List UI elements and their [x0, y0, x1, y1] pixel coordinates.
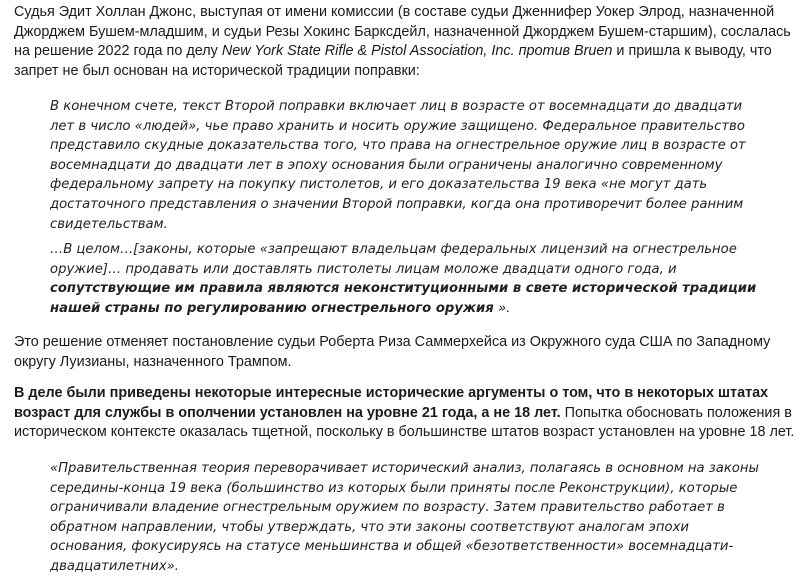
text-line: историческом контексте оказалась тщетной, поскольку в большинстве штатов возраст установлен на уровне 18 лет.: [14, 424, 795, 441]
quote-line: ограничивали владение огнестрельным оружием по возрасту. Затем правительство работает в: [50, 500, 725, 516]
paragraph-historical-arguments: [14, 384, 795, 443]
text-fragment: Попытка обосновать положения в: [560, 404, 792, 421]
text-line: Судья Эдит Холлан Джонс, выступая от имени комиссии (в составе судьи Дженнифер Уокер Элрод, назначенной: [14, 4, 775, 20]
paragraph-reversal: [14, 333, 784, 372]
quote-line: представило скудные доказательства того, что права на огнестрельное оружие лиц в возрасте от: [50, 138, 746, 154]
quote-line: основания, фокусируясь на статусе меньшинства и общей «безответственности» восемнадцати-: [50, 539, 734, 555]
text-line: [14, 42, 790, 62]
quote-line: «Правительственная теория переворачивает исторический анализ, полагаясь в основном на законы: [50, 461, 759, 476]
case-name-link[interactable]: New York State Rifle & Pistol Association, Inc. против Bruen: [221, 43, 613, 60]
quote-line: [50, 299, 780, 319]
quote-line: двадцатилетних».: [50, 558, 179, 574]
blockquote-government-theory: [50, 459, 780, 577]
text-line: округу Луизианы, назначенного Трампом.: [14, 353, 292, 370]
text-fragment: на решение 2022 года по делу: [14, 43, 222, 60]
quote-line: обратном направлении, чтобы утверждать, что эти законы соответствуют аналогам эпохи: [50, 519, 689, 535]
bold-fragment: возраст для службы в ополчении установлен на уровне 21 года, а не 18 лет.: [14, 404, 561, 421]
quote-line: В конечном счете, текст Второй поправки включает лиц в возрасте от восемнадцати до двадцати: [50, 99, 743, 114]
text-line: [14, 404, 790, 424]
quote-line: …В целом…[законы, которые «запрещают владельцам федеральных лицензий на огнестрельное: [50, 242, 737, 257]
quote-line: достаточного представления о значении Второй поправки, когда она противоречит более ранним: [50, 196, 744, 212]
text-line: [14, 384, 790, 404]
quote-line: оружие]… продавать или доставлять пистолеты лицам моложе двадцати одного года, и: [50, 261, 677, 277]
bold-fragment: В деле были приведены некоторые интересные исторические аргументы о том, что в некоторых штатах: [14, 385, 769, 401]
text-line: запрет не был основан на исторической традиции поправки:: [14, 62, 420, 79]
text-fragment: и пришла к выводу, что: [612, 43, 772, 60]
bold-fragment: сопутствующие им правила являются неконституционными в свете исторической традиции: [50, 281, 757, 297]
text-line: Это решение отменяет постановление судьи Роберта Риза Саммерхейса из Окружного суда США по Западному: [14, 334, 771, 350]
text-fragment: ».: [493, 300, 511, 316]
quote-line: лет в число «людей», чье право хранить и носить оружие защищено. Федеральное правительство: [50, 118, 745, 134]
quote-line: федеральному запрету на покупку пистолетов, и его доказательства 19 века «не могут дать: [50, 177, 708, 193]
paragraph-intro: [14, 3, 790, 81]
quote-line: [50, 279, 780, 299]
quote-line: восемнадцати до двадцати лет в эпоху основания были ограничены аналогично современному: [50, 157, 723, 173]
blockquote-ruling: [50, 97, 780, 234]
quote-line: свидетельствам.: [50, 216, 168, 232]
blockquote-conclusion: [50, 240, 780, 318]
bold-fragment: нашей страны по регулированию огнестрельного оружия: [50, 300, 494, 316]
quote-line: середины-конца 19 века (большинство из которых были приняты после Реконструкции), которые: [50, 480, 738, 496]
text-line: Джорджем Бушем-младшим, и судьи Резы Хокинс Баркcдейл, назначенной Джорджем Бушем-старшим), сослалась: [14, 23, 791, 40]
